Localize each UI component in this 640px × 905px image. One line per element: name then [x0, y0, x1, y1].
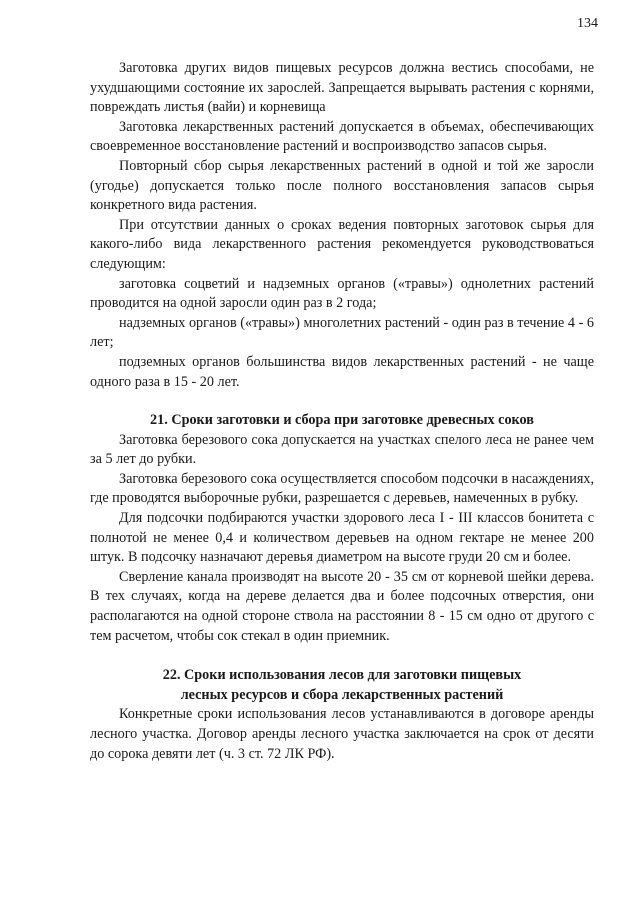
paragraph: надземных органов («травы») многолетних растений - один раз в течение 4 - 6 лет; [90, 314, 594, 351]
page-number: 134 [577, 16, 598, 31]
paragraph: заготовка соцветий и надземных органов («травы») однолетних растений проводится на одной заросли один раз в 2 года; [90, 275, 594, 312]
paragraph: Заготовка березового сока осуществляется способом подсочки в насаждениях, где проводятся выборочные рубки, разрешается с деревьев, намеченных в рубку. [90, 470, 594, 507]
paragraph: Конкретные сроки использования лесов устанавливаются в договоре аренды лесного участка. Договор аренды лесного участка заключается на срок от десяти до сорока девяти лет (ч. 3 ст. 72 ЛК РФ). [90, 706, 594, 762]
section-21-heading: 21. Сроки заготовки и сбора при заготовке древесных соков [150, 412, 534, 429]
paragraph: подземных органов большинства видов лекарственных растений - не чаще одного раза в 15 - 20 лет. [90, 353, 594, 390]
paragraph: При отсутствии данных о сроках ведения повторных заготовок сырья для какого-либо вида лекарственного растения рекомендуется руководствоваться следующим: [90, 216, 594, 272]
paragraph: Сверление канала производят на высоте 20 - 35 см от корневой шейки дерева. В тех случаях, когда на дереве делается два и более подсочных отверстия, они располагаются на одной стороне ствола на расстоянии 8 - 15 см одно от другого с тем расчетом, чтобы сок стекал в один приемник. [90, 568, 594, 644]
section-22-heading-line-2: лесных ресурсов и сбора лекарственных растений [180, 686, 504, 703]
paragraph: Заготовка лекарственных растений допускается в объемах, обеспечивающих своевременное восстановление растений и воспроизводство запасов сырья. [90, 118, 594, 155]
paragraph: Повторный сбор сырья лекарственных растений в одной и той же заросли (угодье) допускается только после полного восстановления запасов сырья конкретного вида растения. [90, 157, 594, 214]
paragraph: Для подсочки подбираются участки здорового леса I - III классов бонитета с полнотой не менее 0,4 и количеством деревьев на одном гектаре не менее 200 штук. В подсочку назначают деревья диаметром на высоте груди 20 см и более. [90, 510, 594, 566]
page-content [90, 59, 594, 764]
paragraph: Заготовка березового сока допускается на участках спелого леса не ранее чем за 5 лет до рубки. [90, 431, 594, 468]
paragraph: Заготовка других видов пищевых ресурсов должна вестись способами, не ухудшающими состояние их зарослей. Запрещается вырывать растения с корнями, повреждать листья (вайи) и корневища [90, 60, 594, 116]
section-22-heading-line-1: 22. Сроки использования лесов для заготовки пищевых [162, 667, 522, 684]
